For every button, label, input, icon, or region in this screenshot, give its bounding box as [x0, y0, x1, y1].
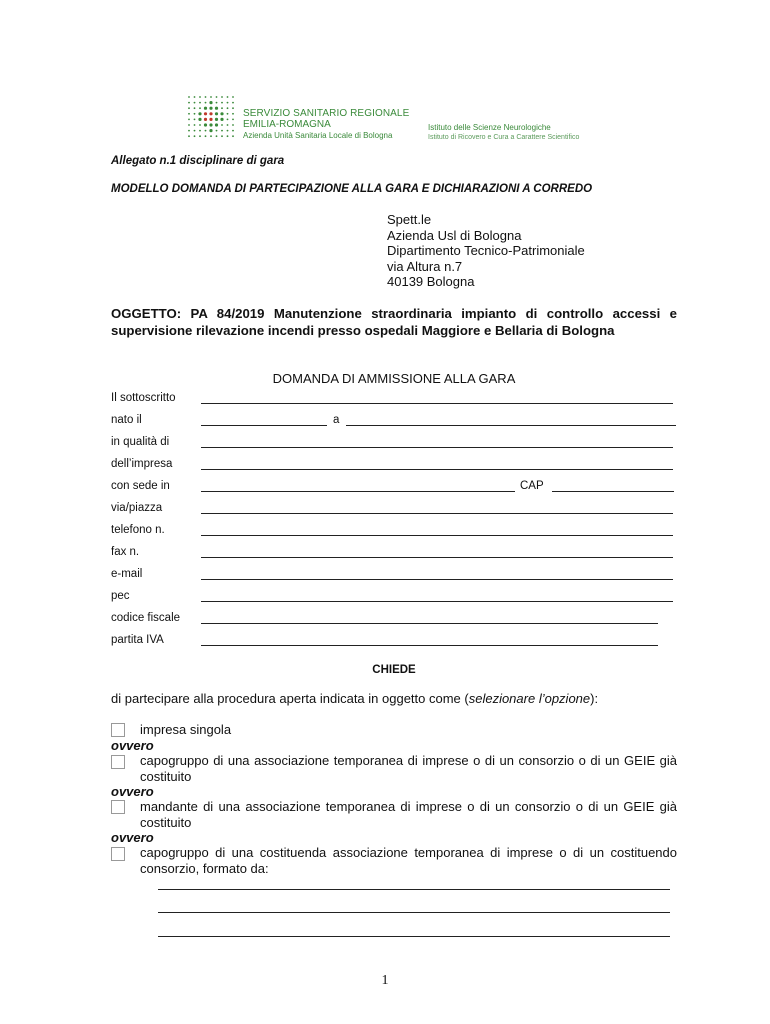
field-label-luogo: a: [333, 414, 340, 426]
field-label-qualita: in qualità di: [111, 436, 170, 448]
field-label-via: via/piazza: [111, 502, 163, 514]
option-checkbox[interactable]: [111, 847, 125, 861]
chiede-heading: CHIEDE: [372, 664, 416, 676]
allegato-heading: Allegato n.1 disciplinare di gara: [111, 155, 285, 167]
members-line[interactable]: [158, 889, 670, 890]
isn-logo-text: [428, 123, 579, 143]
intro-text-end: ):: [590, 691, 599, 706]
field-line-email[interactable]: [201, 579, 673, 580]
option-label: mandante di una associazione temporanea di imprese o di un consorzio o di un GEIE già costituito: [140, 799, 677, 830]
field-line-qualita[interactable]: [201, 447, 673, 448]
field-label-codice-fiscale: codice fiscale: [111, 612, 181, 624]
option-checkbox[interactable]: [111, 755, 125, 769]
recipient-line: Spett.le: [387, 212, 432, 227]
members-line[interactable]: [158, 936, 670, 937]
domanda-title: DOMANDA DI AMMISSIONE ALLA GARA: [272, 371, 516, 386]
field-label-impresa: dell’impresa: [111, 458, 173, 470]
option-label: impresa singola: [140, 722, 232, 737]
recipient-line: Dipartimento Tecnico-Patrimoniale: [387, 243, 585, 258]
oggetto-subject: OGGETTO: PA 84/2019 Manutenzione straordinaria impianto di controllo accessi e supervisione rilevazione incendi presso ospedali Maggiore e Bellaria di Bologna: [111, 306, 677, 338]
intro-text: di partecipare alla procedura aperta indicata in oggetto come (: [111, 691, 469, 706]
intro-paragraph: [111, 691, 598, 706]
recipient-address: [387, 212, 585, 290]
ssr-line2: EMILIA-ROMAGNA: [243, 119, 331, 130]
ssr-line1: SERVIZIO SANITARIO REGIONALE: [243, 108, 410, 119]
field-label-email: e-mail: [111, 568, 143, 580]
field-label-fax: fax n.: [111, 546, 140, 558]
recipient-line: via Altura n.7: [387, 258, 463, 274]
option-label: capogruppo di una costituenda associazione temporanea di imprese o di un costituendo consorzio, formato da:: [140, 845, 677, 876]
field-line-fax[interactable]: [201, 557, 673, 558]
recipient-line: Azienda Usl di Bologna: [387, 227, 522, 243]
field-line-pec[interactable]: [201, 601, 673, 602]
field-label-cap: CAP: [520, 480, 544, 492]
option-checkbox[interactable]: [111, 723, 125, 737]
field-line-cap[interactable]: [552, 491, 674, 492]
field-label-sottoscritto: Il sottoscritto: [111, 392, 176, 404]
field-label-sede: con sede in: [111, 480, 170, 492]
field-line-telefono[interactable]: [201, 535, 673, 536]
field-label-partita-iva: partita IVA: [111, 634, 164, 646]
field-line-luogo[interactable]: [346, 425, 676, 426]
option-label: capogruppo di una associazione temporanea di imprese o di un consorzio o di un GEIE già costituito: [140, 753, 677, 784]
page-number: 1: [381, 973, 389, 988]
members-line[interactable]: [158, 912, 670, 913]
field-label-pec: pec: [111, 590, 130, 602]
modello-title: MODELLO DOMANDA DI PARTECIPAZIONE ALLA GARA E DICHIARAZIONI A CORREDO: [111, 183, 593, 195]
intro-italic: selezionare l’opzione: [468, 691, 591, 706]
recipient-line: 40139 Bologna: [387, 274, 475, 289]
ovvero-label: ovvero: [111, 784, 154, 799]
field-line-impresa[interactable]: [201, 469, 673, 470]
ssr-logo-icon: [186, 94, 236, 140]
isn-line1: Istituto delle Scienze Neurologiche: [428, 123, 551, 132]
field-line-sede[interactable]: [201, 491, 515, 492]
option-checkbox[interactable]: [111, 800, 125, 814]
field-line-nato-il[interactable]: [201, 425, 327, 426]
ovvero-label: ovvero: [111, 830, 154, 845]
ovvero-label: ovvero: [111, 738, 154, 753]
field-line-sottoscritto[interactable]: [201, 403, 673, 404]
isn-line2: Istituto di Ricovero e Cura a Carattere Scientifico: [428, 134, 580, 141]
field-label-telefono: telefono n.: [111, 524, 165, 536]
field-label-nato-il: nato il: [111, 414, 142, 426]
field-line-via[interactable]: [201, 513, 673, 514]
field-line-partita-iva[interactable]: [201, 645, 658, 646]
field-line-codice-fiscale[interactable]: [201, 623, 658, 624]
ssr-logo-text: [243, 108, 409, 141]
ssr-line3: Azienda Unità Sanitaria Locale di Bologna: [243, 131, 393, 140]
